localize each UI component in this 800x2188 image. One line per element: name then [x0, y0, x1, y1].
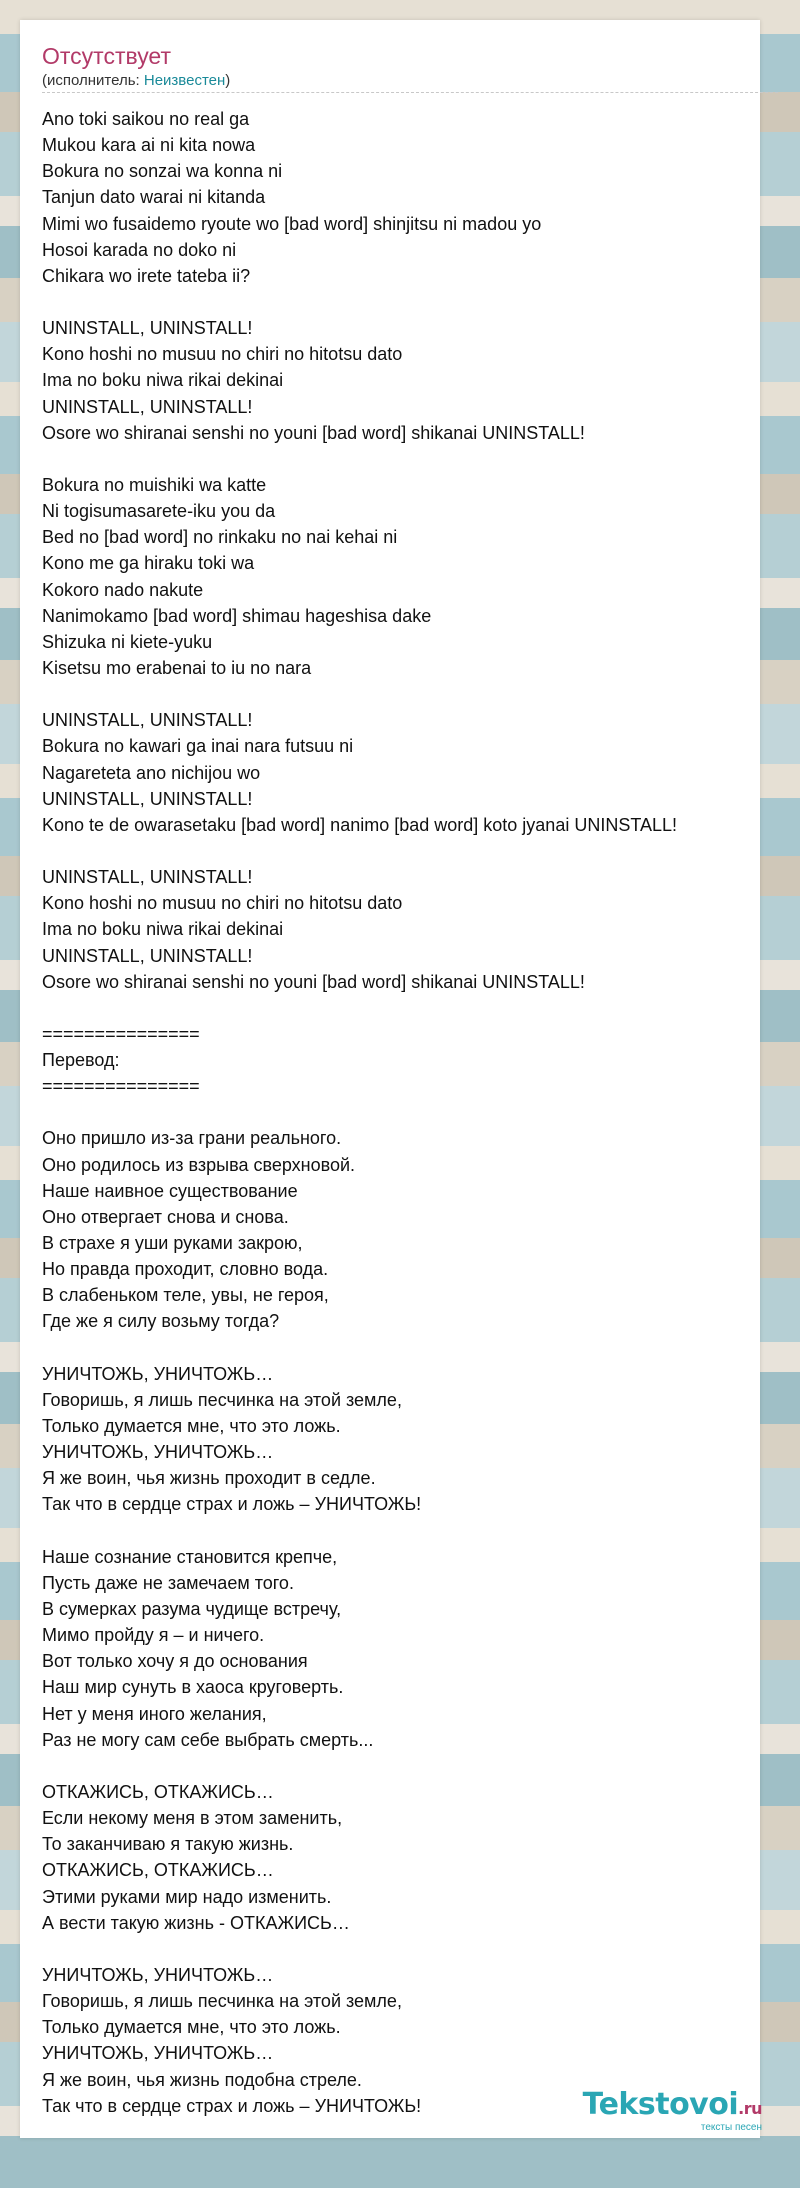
lyric-line: Наше наивное существование [42, 1180, 298, 1201]
lyric-line: Tanjun dato warai ni kitanda [42, 187, 266, 208]
lyric-line: Kono me ga hiraku toki wa [42, 553, 255, 574]
lyric-line: UNINSTALL, UNINSTALL! [42, 710, 253, 731]
lyric-line: Так что в сердце страх и ложь – УНИЧТОЖЬ! [42, 1494, 422, 1515]
lyric-line: Оно пришло из-за грани реального. [42, 1128, 342, 1149]
lyric-line: Ano toki saikou no real ga [42, 109, 250, 129]
background-stripe [0, 2136, 800, 2188]
stanza-gap [42, 681, 782, 707]
lyric-line: Osore wo shiranai senshi no youni [bad word] shikanai UNINSTALL! [42, 422, 585, 443]
lyric-line: ОТКАЖИСЬ, ОТКАЖИСЬ… [42, 1782, 274, 1802]
logo-name: Tekstovoi [582, 2087, 739, 2122]
lyric-line: Раз не могу сам себе выбрать смерть... [42, 1729, 374, 1750]
lyric-line: Shizuka ni kiete-yuku [42, 631, 213, 652]
stanza-gap [42, 1099, 782, 1125]
artist-line [42, 72, 230, 90]
stanza-gap [42, 1335, 782, 1361]
lyric-line: В слабеньком теле, увы, не героя, [42, 1285, 329, 1306]
lyric-line: УНИЧТОЖЬ, УНИЧТОЖЬ… [42, 2043, 274, 2064]
lyric-line: УНИЧТОЖЬ, УНИЧТОЖЬ… [42, 1363, 274, 1384]
lyric-line: UNINSTALL, UNINSTALL! [42, 788, 253, 809]
lyric-line: В страхе я уши руками закрою, [42, 1233, 303, 1254]
lyric-line: Говоришь, я лишь песчинка на этой земле, [42, 1991, 402, 2012]
logo-tagline: тексты песен [700, 2122, 762, 2133]
artist-prefix: (исполнитель: [42, 72, 144, 89]
lyric-line: Где же я силу возьму тогда? [42, 1311, 280, 1332]
lyric-line: Пусть даже не замечаем того. [42, 1572, 294, 1593]
lyrics-text [42, 106, 782, 2119]
lyric-line: Оно отвергает снова и снова. [42, 1206, 289, 1227]
stanza-gap [42, 1518, 782, 1544]
title-divider [42, 92, 778, 93]
artist-link[interactable]: Неизвестен [143, 72, 226, 89]
lyric-line: Перевод: [42, 1050, 120, 1071]
lyric-line: Я же воин, чья жизнь проходит в седле. [42, 1468, 376, 1489]
lyric-line: Если некому меня в этом заменить, [42, 1808, 343, 1829]
lyric-line: Nanimokamo [bad word] shimau hageshisa dake [42, 605, 432, 626]
logo-wordmark [583, 2089, 762, 2125]
lyric-line: Bokura no muishiki wa katte [42, 474, 267, 495]
lyric-line: Только думается мне, что это ложь. [42, 2017, 341, 2038]
lyric-line: ОТКАЖИСЬ, ОТКАЖИСЬ… [42, 1860, 274, 1881]
lyric-line: Bed no [bad word] no rinkaku no nai kehai ni [42, 527, 398, 548]
lyric-line: Kisetsu mo erabenai to iu no nara [42, 657, 312, 678]
lyric-line: Говоришь, я лишь песчинка на этой земле, [42, 1389, 402, 1410]
lyric-line: Ima no boku niwa rikai dekinai [42, 919, 284, 940]
song-title: Отсутствует [42, 43, 171, 69]
lyric-line: Kokoro nado nakute [42, 579, 204, 600]
lyric-line: Вот только хочу я до основания [42, 1651, 308, 1672]
lyric-line: UNINSTALL, UNINSTALL! [42, 945, 253, 966]
lyric-line: Ni togisumasarete-iku you da [42, 501, 276, 522]
lyric-line: Bokura no sonzai wa konna ni [42, 161, 283, 182]
lyric-line: Мимо пройду я – и ничего. [42, 1625, 265, 1646]
lyric-line: Ima no boku niwa rikai dekinai [42, 370, 284, 391]
lyric-line: Chikara wo irete tateba ii? [42, 265, 251, 286]
lyric-line: УНИЧТОЖЬ, УНИЧТОЖЬ… [42, 1442, 274, 1463]
lyric-line: Mukou kara ai ni kita nowa [42, 135, 256, 156]
lyric-line: Оно родилось из взрыва сверхновой. [42, 1154, 356, 1175]
lyric-line: Kono te de owarasetaku [bad word] nanimo [bad word] koto jyanai UNINSTALL! [42, 814, 678, 835]
stanza-gap [42, 446, 782, 472]
lyric-line: =============== [42, 1023, 200, 1044]
lyric-line: Osore wo shiranai senshi no youni [bad word] shikanai UNINSTALL! [42, 971, 585, 992]
artist-suffix: ) [225, 72, 231, 89]
lyric-line: Hosoi karada no doko ni [42, 239, 237, 260]
lyric-line: Но правда проходит, словно вода. [42, 1259, 329, 1280]
lyric-line: Так что в сердце страх и ложь – УНИЧТОЖЬ! [42, 2095, 422, 2116]
lyric-line: Я же воин, чья жизнь подобна стреле. [42, 2069, 362, 2090]
lyric-line: Наш мир сунуть в хаоса круговерть. [42, 1677, 344, 1698]
lyrics-card [20, 20, 760, 2138]
logo-tld: .ru [738, 2099, 762, 2118]
lyric-line: Bokura no kawari ga inai nara futsuu ni [42, 736, 354, 757]
lyric-line: А вести такую жизнь - ОТКАЖИСЬ… [42, 1912, 350, 1933]
stanza-gap [42, 1753, 782, 1779]
stanza-gap [42, 1936, 782, 1962]
lyric-line: =============== [42, 1076, 200, 1097]
lyric-line: Наше сознание становится крепче, [42, 1546, 338, 1567]
stanza-gap [42, 838, 782, 864]
site-logo[interactable] [583, 2089, 762, 2133]
lyric-line: UNINSTALL, UNINSTALL! [42, 867, 253, 888]
lyric-line: То заканчиваю я такую жизнь. [42, 1834, 294, 1855]
lyric-line: Нет у меня иного желания, [42, 1703, 267, 1724]
lyric-line: В сумерках разума чудище встречу, [42, 1599, 342, 1620]
stanza-gap [42, 995, 782, 1021]
lyric-line: UNINSTALL, UNINSTALL! [42, 396, 253, 417]
stanza-gap [42, 289, 782, 315]
lyric-line: UNINSTALL, UNINSTALL! [42, 318, 253, 339]
lyric-line: Только думается мне, что это ложь. [42, 1416, 341, 1437]
lyric-line: Kono hoshi no musuu no chiri no hitotsu dato [42, 893, 403, 914]
lyric-line: Nagareteta ano nichijou wo [42, 762, 261, 783]
lyric-line: Mimi wo fusaidemo ryoute wo [bad word] shinjitsu ni madou yo [42, 213, 542, 234]
lyric-line: Kono hoshi no musuu no chiri no hitotsu dato [42, 344, 403, 365]
lyric-line: УНИЧТОЖЬ, УНИЧТОЖЬ… [42, 1964, 274, 1985]
lyric-line: Этими руками мир надо изменить. [42, 1886, 332, 1907]
